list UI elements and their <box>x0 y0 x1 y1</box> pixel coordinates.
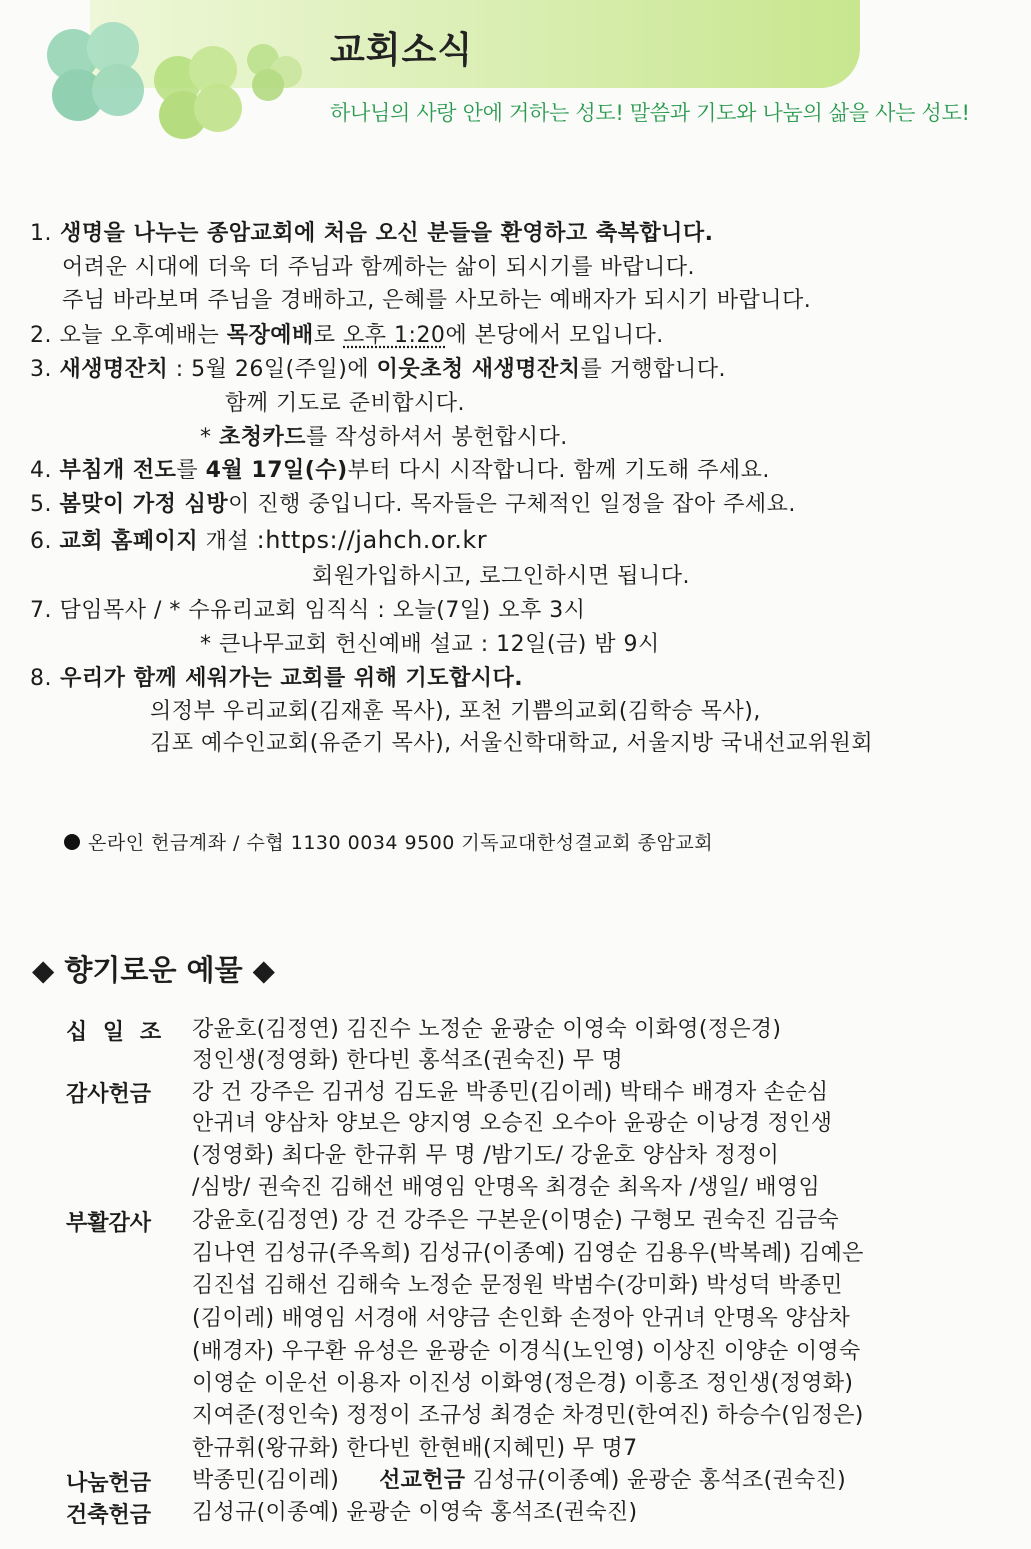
news-item-6: 6. 교회 홈페이지 개설 :https://jahch.or.kr <box>30 526 488 554</box>
news-item-3-line3: * 초청카드를 작성하셔서 봉헌합시다. <box>200 425 568 450</box>
online-account: 온라인 헌금계좌 / 수협 1130 0034 9500 기독교대한성결교회 종암교회 <box>64 828 713 855</box>
building-line: 김성규(이종예) 윤광순 이영숙 홍석조(권숙진) <box>192 1500 638 1525</box>
homepage-link[interactable]: :https://jahch.or.kr <box>256 526 488 554</box>
news-item-7: 7. 담임목사 / * 수유리교회 임직식 : 오늘(7일) 오후 3시 <box>30 598 586 623</box>
easter-line: 강윤호(김정연) 강 건 강주은 구본운(이명순) 구형모 권숙진 김금숙 <box>192 1208 839 1233</box>
sharing-label: 나눔헌금 <box>66 1471 152 1496</box>
sharing-line: 박종민(김이레) 선교헌금 김성규(이종예) 윤광순 홍석조(권숙진) <box>192 1468 847 1493</box>
news-item-8-line2: 의정부 우리교회(김재훈 목사), 포천 기쁨의교회(김학승 목사), <box>150 699 761 724</box>
news-item-1: 1. 생명을 나누는 종암교회에 처음 오신 분들을 환영하고 축복합니다. <box>30 221 714 246</box>
news-item-3: 3. 새생명잔치 : 5월 26일(주일)에 이웃초청 새생명잔치를 거행합니다. <box>30 357 727 382</box>
thanks-line: 강 건 강주은 김귀성 김도윤 박종민(김이레) 박태수 배경자 손순심 <box>192 1080 829 1105</box>
bullet-icon <box>64 834 80 850</box>
easter-line: (배경자) 우구환 유성은 윤광순 이경식(노인영) 이상진 이양순 이영숙 <box>192 1339 861 1364</box>
tithe-line: 강윤호(김정연) 김진수 노정순 윤광순 이영숙 이화영(정은경) <box>192 1017 782 1042</box>
easter-line: 김진섭 김해선 김해숙 노정순 문정원 박범수(강미화) 박성덕 박종민 <box>192 1273 843 1298</box>
easter-line: 한규휘(왕규화) 한다빈 한현배(지혜민) 무 명7 <box>192 1436 638 1461</box>
offerings-heading: ◆ 향기로운 예물 ◆ <box>32 953 275 987</box>
news-item-8: 8. 우리가 함께 세워가는 교회를 위해 기도합시다. <box>30 666 524 691</box>
news-item-2: 2. 오늘 오후예배는 목장예배로 오후 1:20에 본당에서 모입니다. <box>30 323 664 348</box>
easter-line: 김나연 김성규(주옥희) 김성규(이종예) 김영순 김용우(박복례) 김예은 <box>192 1241 864 1266</box>
tithe-line: 정인생(정영화) 한다빈 홍석조(권숙진) 무 명 <box>192 1048 624 1073</box>
news-item-1-line2: 어려운 시대에 더욱 더 주님과 함께하는 삶이 되시기를 바랍니다. <box>62 255 695 280</box>
thanks-line: /심방/ 권숙진 김해선 배영임 안명옥 최경순 최옥자 /생일/ 배영임 <box>192 1175 820 1200</box>
news-item-4: 4. 부침개 전도를 4월 17일(수)부터 다시 시작합니다. 함께 기도해 주세요. <box>30 458 770 483</box>
tithe-label: 십 일 조 <box>66 1020 166 1045</box>
news-item-3-line2: 함께 기도로 준비합시다. <box>225 391 466 416</box>
easter-label: 부활감사 <box>66 1211 152 1236</box>
easter-line: (김이레) 배영임 서경애 서양금 손인화 손정아 안귀녀 안명옥 양삼차 <box>192 1306 851 1331</box>
news-item-7-line2: * 큰나무교회 헌신예배 설교 : 12일(금) 밤 9시 <box>200 632 660 657</box>
page-subtitle: 하나님의 사랑 안에 거하는 성도! 말씀과 기도와 나눔의 삶을 사는 성도! <box>330 101 970 125</box>
news-item-8-line3: 김포 예수인교회(유준기 목사), 서울신학대학교, 서울지방 국내선교위원회 <box>150 731 874 756</box>
easter-line: 이영순 이운선 이용자 이진성 이화영(정은경) 이흥조 정인생(정영화) <box>192 1371 854 1396</box>
building-label: 건축헌금 <box>66 1503 152 1528</box>
thanks-line: 안귀녀 양삼차 양보은 양지영 오승진 오수아 윤광순 이낭경 정인생 <box>192 1111 833 1136</box>
mission-line: 김성규(이종예) 윤광순 홍석조(권숙진) <box>472 1468 847 1493</box>
news-item-6-line2: 회원가입하시고, 로그인하시면 됩니다. <box>312 564 691 589</box>
mission-label: 선교헌금 <box>379 1468 466 1493</box>
news-item-1-line3: 주님 바라보며 주님을 경배하고, 은혜를 사모하는 예배자가 되시기 바랍니다. <box>62 288 812 313</box>
easter-line: 지여준(정인숙) 정정이 조규성 최경순 차경민(한여진) 하승수(임정은) <box>192 1403 864 1428</box>
thanks-label: 감사헌금 <box>66 1082 152 1107</box>
thanks-line: (정영화) 최다윤 한규휘 무 명 /밤기도/ 강윤호 양삼차 정정이 <box>192 1143 780 1168</box>
clover-decoration-icon <box>18 0 318 150</box>
page-title: 교회소식 <box>330 30 474 71</box>
news-item-5: 5. 봄맞이 가정 심방이 진행 중입니다. 목자들은 구체적인 일정을 잡아 주세요. <box>30 492 796 517</box>
